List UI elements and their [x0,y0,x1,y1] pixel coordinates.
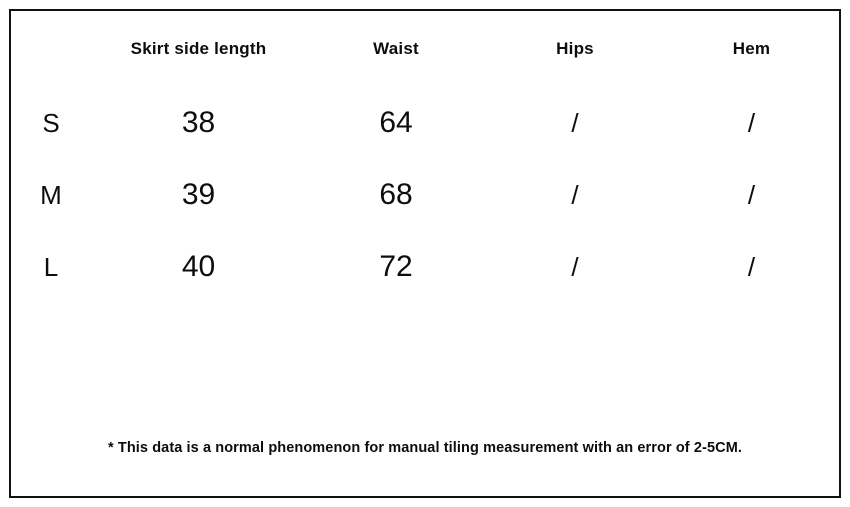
table-row [11,231,839,303]
cell-hem: / [747,107,756,138]
column-header-skirt-side-length: Skirt side length [130,39,267,58]
cell-hem: / [747,251,756,282]
cell-skirt-side-length: 38 [181,106,216,139]
table-header [11,11,839,87]
cell-size: L [43,251,59,282]
cell-waist: 64 [379,106,413,139]
measurement-note: * This data is a normal phenomenon for manual tiling measurement with an error of 2-5CM. [107,440,742,456]
cell-hips: / [571,251,579,282]
cell-size: S [42,107,60,138]
cell-size: M [40,179,62,210]
table-header-row [11,11,839,87]
cell-hips: / [571,179,579,210]
cell-skirt-side-length: 39 [181,178,216,211]
cell-waist: 68 [379,178,413,211]
column-header-hem: Hem [732,39,771,58]
cell-hips: / [571,107,579,138]
cell-waist: 72 [379,250,413,283]
column-header-size [11,11,91,87]
cell-skirt-side-length: 40 [181,250,216,283]
table-row [11,87,839,159]
column-header-hips: Hips [556,39,594,58]
cell-hem: / [747,179,756,210]
table-body [11,87,839,303]
table-row [11,159,839,231]
column-header-waist: Waist [373,39,419,58]
size-chart-table [11,11,839,303]
